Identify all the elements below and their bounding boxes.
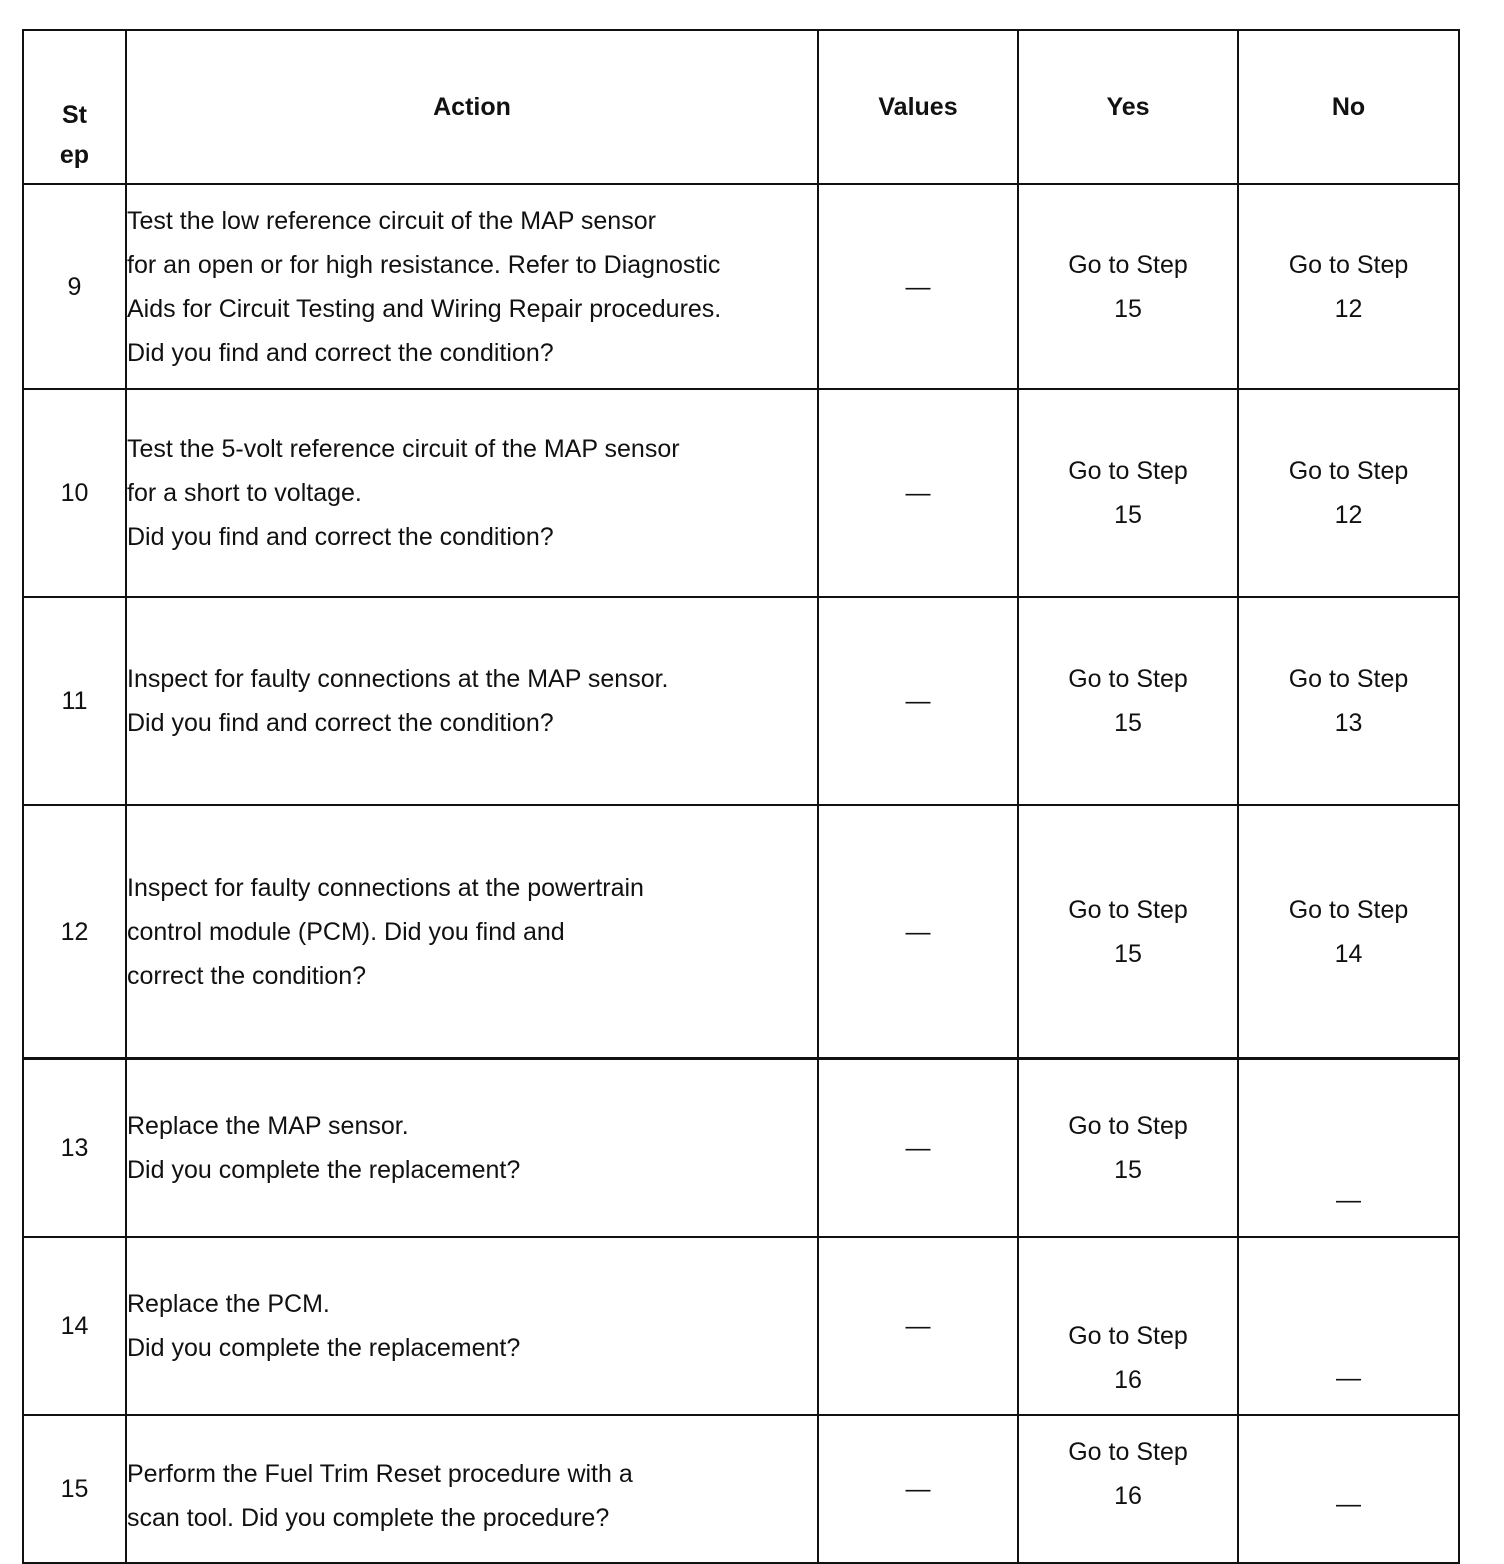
action-cell (126, 597, 818, 805)
action-cell (126, 1059, 818, 1238)
action-cell (126, 1237, 818, 1415)
table-row (23, 1415, 1459, 1563)
no-goto: Go to Step 14 (1288, 895, 1409, 968)
yes-goto: Go to Step 15 (1068, 250, 1188, 323)
yes-goto: Go to Step 15 (1068, 1112, 1188, 1184)
no-cell (1238, 597, 1459, 805)
header-step: St ep (23, 30, 126, 184)
table-row (23, 1059, 1459, 1238)
table-row (23, 805, 1459, 1059)
header-action: Action (126, 30, 818, 184)
yes-cell (1018, 805, 1238, 1059)
table-row (23, 1237, 1459, 1415)
action-cell (126, 805, 818, 1059)
yes-cell (1018, 1415, 1238, 1563)
table-row (23, 597, 1459, 805)
diagnostic-table (22, 29, 1460, 1564)
action-line: for an open or for high resistance. Refer to Diagnostic (127, 250, 721, 279)
yes-goto: Go to Step 15 (1068, 665, 1188, 737)
action-line: correct the condition? (127, 961, 367, 990)
action-cell (126, 184, 818, 389)
action-line: Replace the PCM. (127, 1290, 330, 1318)
yes-cell (1018, 1059, 1238, 1238)
no-goto: Go to Step 12 (1288, 250, 1409, 323)
step-number: 9 (23, 184, 126, 389)
no-cell (1238, 805, 1459, 1059)
no-goto: Go to Step 13 (1288, 665, 1409, 737)
header-no: No (1238, 30, 1459, 184)
table-row (23, 389, 1459, 597)
values-cell: — (818, 1059, 1018, 1238)
action-cell (126, 1415, 818, 1563)
values-cell: — (818, 597, 1018, 805)
values-cell: — (818, 1415, 1018, 1563)
yes-cell (1018, 597, 1238, 805)
step-number: 13 (23, 1059, 126, 1238)
values-cell: — (818, 389, 1018, 597)
action-line: Replace the MAP sensor. (127, 1112, 409, 1140)
action-line: Inspect for faulty connections at the MAP sensor. (127, 665, 669, 693)
no-goto: Go to Step 12 (1288, 457, 1409, 529)
action-line: control module (PCM). Did you find and (127, 917, 565, 946)
no-cell (1238, 184, 1459, 389)
step-number: 14 (23, 1237, 126, 1415)
values-cell: — (818, 805, 1018, 1059)
action-line: Did you complete the replacement? (127, 1334, 521, 1362)
yes-cell (1018, 389, 1238, 597)
step-number: 10 (23, 389, 126, 597)
action-line: for a short to voltage. (127, 479, 362, 507)
values-cell: — (818, 184, 1018, 389)
step-number: 15 (23, 1415, 126, 1563)
no-cell: — (1238, 1415, 1459, 1563)
action-line: Test the low reference circuit of the MAP sensor (127, 206, 656, 235)
no-cell (1238, 389, 1459, 597)
action-line: scan tool. Did you complete the procedure? (127, 1504, 610, 1532)
action-line: Aids for Circuit Testing and Wiring Repair procedures. (127, 294, 722, 323)
step-number: 11 (23, 597, 126, 805)
yes-cell (1018, 184, 1238, 389)
table-row (23, 184, 1459, 389)
yes-cell (1018, 1237, 1238, 1415)
action-cell (126, 389, 818, 597)
values-cell: — (818, 1237, 1018, 1415)
yes-goto: Go to Step 16 (1068, 1322, 1188, 1394)
action-line: Perform the Fuel Trim Reset procedure with a (127, 1460, 633, 1488)
action-line: Did you find and correct the condition? (127, 709, 554, 737)
yes-goto: Go to Step 15 (1068, 895, 1188, 968)
yes-goto: Go to Step 16 (1068, 1438, 1188, 1510)
header-yes: Yes (1018, 30, 1238, 184)
no-cell: — (1238, 1237, 1459, 1415)
header-values: Values (818, 30, 1018, 184)
header-row (23, 30, 1459, 184)
action-line: Did you complete the replacement? (127, 1156, 521, 1184)
action-line: Inspect for faulty connections at the powertrain (127, 873, 644, 902)
no-cell: — (1238, 1059, 1459, 1238)
yes-goto: Go to Step 15 (1068, 457, 1188, 529)
action-line: Test the 5-volt reference circuit of the MAP sensor (127, 435, 680, 463)
step-number: 12 (23, 805, 126, 1059)
action-line: Did you find and correct the condition? (127, 523, 554, 551)
action-line: Did you find and correct the condition? (127, 338, 554, 367)
